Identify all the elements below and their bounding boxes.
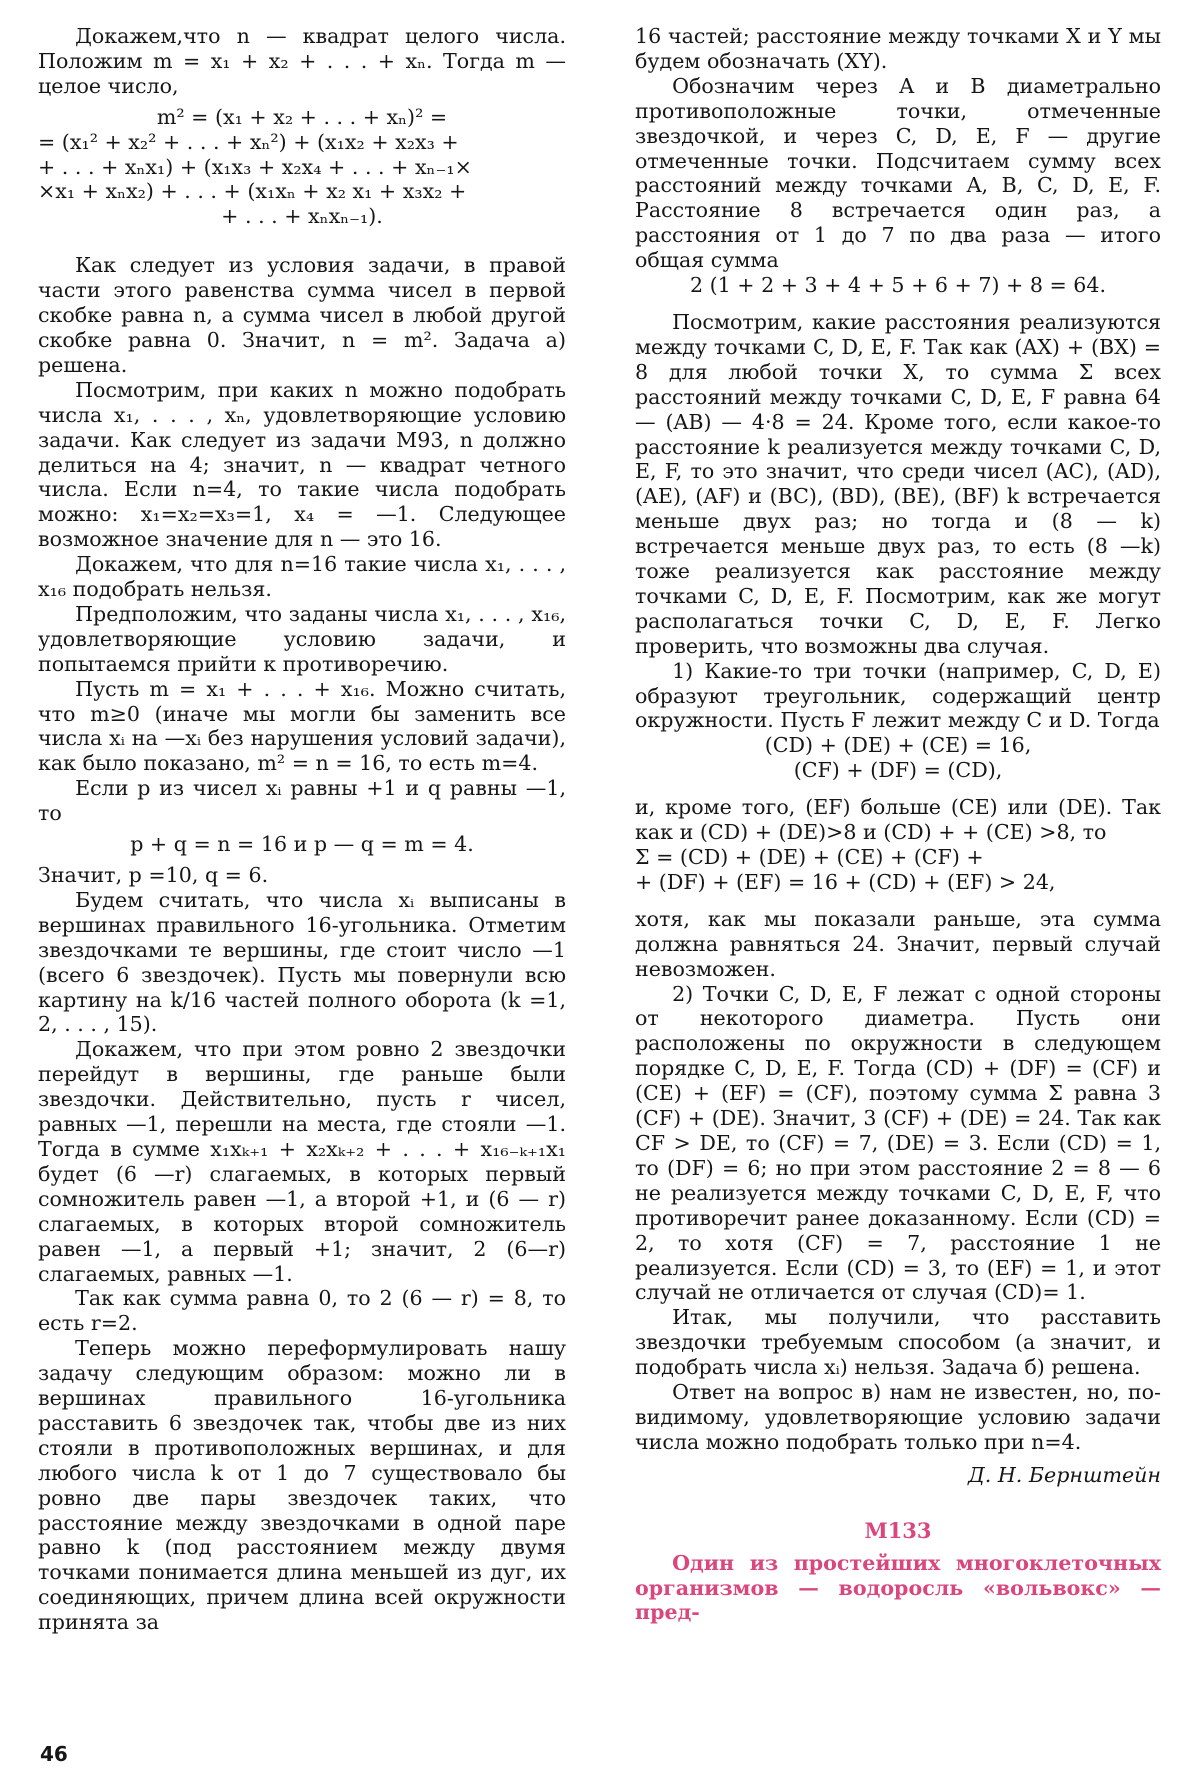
paragraph: 2) Точки C, D, E, F лежат с одной стороны от некоторого диаметра. Пусть они расположены по окружности в следующем порядке C, D, E, F. Тогда (CD) + (DF) = (CF) и (CE) + (EF) = (CF), поэтому сумма Σ равна 3 (CF) + (DE). Значит, 3 (CF) + (DE) = 24. Так как CF > DE, то (CF) = 7, (DE) = 3. Если (CD) = 1, то (DF) = 6; но при этом расстояние 2 = 8 — 6 не реализуется между точками C, D, E, F, что противоречит ранее доказанному. Если (CD) = 2, то хотя (CF) = 7, расстояние 1 не реализуется. Если (CD) = 3, то (EF) = 1, и этот случай не отличается от случая (CD)= 1.	[635, 981, 1161, 1305]
left-column	[38, 24, 566, 1635]
paragraph: хотя, как мы показали раньше, эта сумма должна равняться 24. Значит, первый случай невозможен.	[635, 906, 1161, 981]
paragraph: Будем считать, что числа xᵢ выписаны в вершинах правильного 16-угольника. Отметим звездочками те вершины, где стоит число —1 (всего 6 звездочек). Пусть мы повернули всю картину на k/16 частей полного оборота (k =1, 2, . . . , 15).	[38, 887, 566, 1037]
equation-line: p + q = n = 16 и p — q = m = 4.	[130, 832, 474, 857]
equation-line: (CF) + (DF) = (CD),	[793, 758, 1003, 783]
paragraph: Значит, p =10, q = 6.	[38, 863, 269, 887]
equation-line: (CD) + (DE) + (CE) = 16,	[764, 733, 1032, 758]
paragraph: Как следует из условия задачи, в правой части этого равенства сумма чисел в первой скобке равна n, а сумма чисел в любой другой скобке равна 0. Значит, n = m². Задача а) решена.	[38, 253, 566, 377]
paragraph: Докажем, что для n=16 такие числа x₁, . . . , x₁₆ подобрать нельзя.	[38, 552, 566, 602]
paragraph: и, кроме того, (EF) больше (CE) или (DE). Так как и (CD) + (DE)>8 и (CD) + + (CE) >8, то	[635, 795, 1161, 845]
page-number: 46	[40, 1742, 68, 1766]
equation-line: + . . . + xₙx₁) + (x₁x₃ + x₂x₄ + . . . + xₙ₋₁×	[38, 154, 472, 179]
paragraph: Посмотрим, при каких n можно подобрать числа x₁, . . . , xₙ, удовлетворяющие условию задачи. Как следует из задачи М93, n должно делиться на 4; значит, n — квадрат четного числа. Если n=4, то такие числа подобрать можно: x₁=x₂=x₃=1, x₄ = —1. Следующее возможное значение для n — это 16.	[38, 377, 566, 552]
paragraph: Обозначим через A и B диаметрально противоположные точки, отмеченные звездочкой, и через C, D, E, F — другие отмеченные точки. Подсчитаем сумму всех расстояний между точками A, B, C, D, E, F. Расстояние 8 встречается один раз, а расстояния от 1 до 7 по два раза — итого общая сумма	[635, 73, 1161, 273]
next-problem-text: Один из простейших многоклеточных организмов — водоросль «вольвокс» — пред-	[635, 1550, 1161, 1625]
paragraph: Ответ на вопрос в) нам не известен, но, по-видимому, удовлетворяющие условию задачи числа можно подобрать только при n=4.	[635, 1380, 1161, 1454]
right-column	[635, 24, 1161, 1625]
equation-line: m² = (x₁ + x₂ + . . . + xₙ)² =	[156, 104, 448, 129]
equation-line: = (x₁² + x₂² + . . . + xₙ²) + (x₁x₂ + x₂x₃ +	[38, 129, 459, 154]
paragraph: Докажем,что n — квадрат целого числа. Положим m = x₁ + x₂ + . . . + xₙ. Тогда m —целое число,	[38, 24, 566, 98]
paragraph: 16 частей; расстояние между точками X и Y мы будем обозначать (XY).	[635, 24, 1161, 73]
author-signature: Д. Н. Бернштейн	[967, 1462, 1161, 1487]
paragraph: Предположим, что заданы числа x₁, . . . , x₁₆, удовлетворяющие условию задачи, и попытаемся прийти к противоречию.	[38, 601, 566, 676]
paragraph: Итак, мы получили, что расставить звездочки требуемым способом (а значит, и подобрать числа xᵢ) нельзя. Задача б) решена.	[635, 1305, 1161, 1380]
paragraph: Пусть m = x₁ + . . . + x₁₆. Можно считать, что m≥0 (иначе мы могли бы заменить все числа xᵢ на —xᵢ без нарушения условий задачи), как было показано, m² = n = 16, то есть m=4.	[38, 676, 566, 776]
paragraph: Теперь можно переформулировать нашу задачу следующим образом: можно ли в вершинах правильного 16-угольника расставить 6 звездочек так, чтобы две из них стояли в противоположных вершинах, и для любого числа k от 1 до 7 существовало бы ровно две пары звездочек таких, что расстояние между звездочками в одной паре равно k (под расстоянием между двумя точками понимается длина меньшей из дуг, их соединяющих, причем длина всей окружности принята за	[38, 1336, 566, 1635]
equation-line: + . . . + xₙxₙ₋₁).	[221, 204, 383, 229]
equation-line: 2 (1 + 2 + 3 + 4 + 5 + 6 + 7) + 8 = 64.	[689, 273, 1107, 298]
paragraph: Посмотрим, какие расстояния реализуются между точками C, D, E, F. Так как (AX) + (BX) = 8 для любой точки X, то сумма Σ всех расстояний между точками C, D, E, F равна 64 — (AB) — 4·8 = 24. Кроме того, если какое-то расстояние k реализуется между точками C, D, E, F, то это значит, что среди чисел (AC), (AD), (AE), (AF) и (BC), (BD), (BE), (BF) k встречается меньше двух раз; но тогда и (8 — k) встречается меньше двух раз, то есть (8 —k) тоже реализуется как расстояние между точками C, D, E, F. Посмотрим, как же могут располагаться точки C, D, E, F. Легко проверить, что возможны два случая.	[635, 309, 1161, 658]
problem-number: М133	[864, 1517, 932, 1543]
equation-line: Σ = (CD) + (DE) + (CE) + (CF) +	[635, 845, 984, 869]
paragraph: 1) Какие-то три точки (например, C, D, E) образуют треугольник, содержащий центр окружности. Пусть F лежит между C и D. Тогда	[635, 658, 1161, 733]
equation-line: + (DF) + (EF) = 16 + (CD) + (EF) > 24,	[635, 869, 1056, 894]
paragraph: Докажем, что при этом ровно 2 звездочки перейдут в вершины, где раньше были звездочки. Действительно, пусть r чисел, равных —1, перешли на места, где стояли —1. Тогда в сумме x₁xₖ₊₁ + x₂xₖ₊₂ + . . . + x₁₆₋ₖ₊₁x₁ будет (6 —r) слагаемых, в которых первый сомножитель равен —1, а второй +1, и (6 — r) слагаемых, в которых второй сомножитель равен —1, а первый +1; значит, 2 (6—r) слагаемых, равных —1.	[38, 1037, 566, 1286]
paragraph: Так как сумма равна 0, то 2 (6 — r) = 8, то есть r=2.	[38, 1286, 566, 1336]
equation-line: ×x₁ + xₙx₂) + . . . + (x₁xₙ + x₂ x₁ + x₃x₂ +	[38, 179, 467, 204]
paragraph: Если p из чисел xᵢ равны +1 и q равны —1, то	[38, 776, 566, 826]
